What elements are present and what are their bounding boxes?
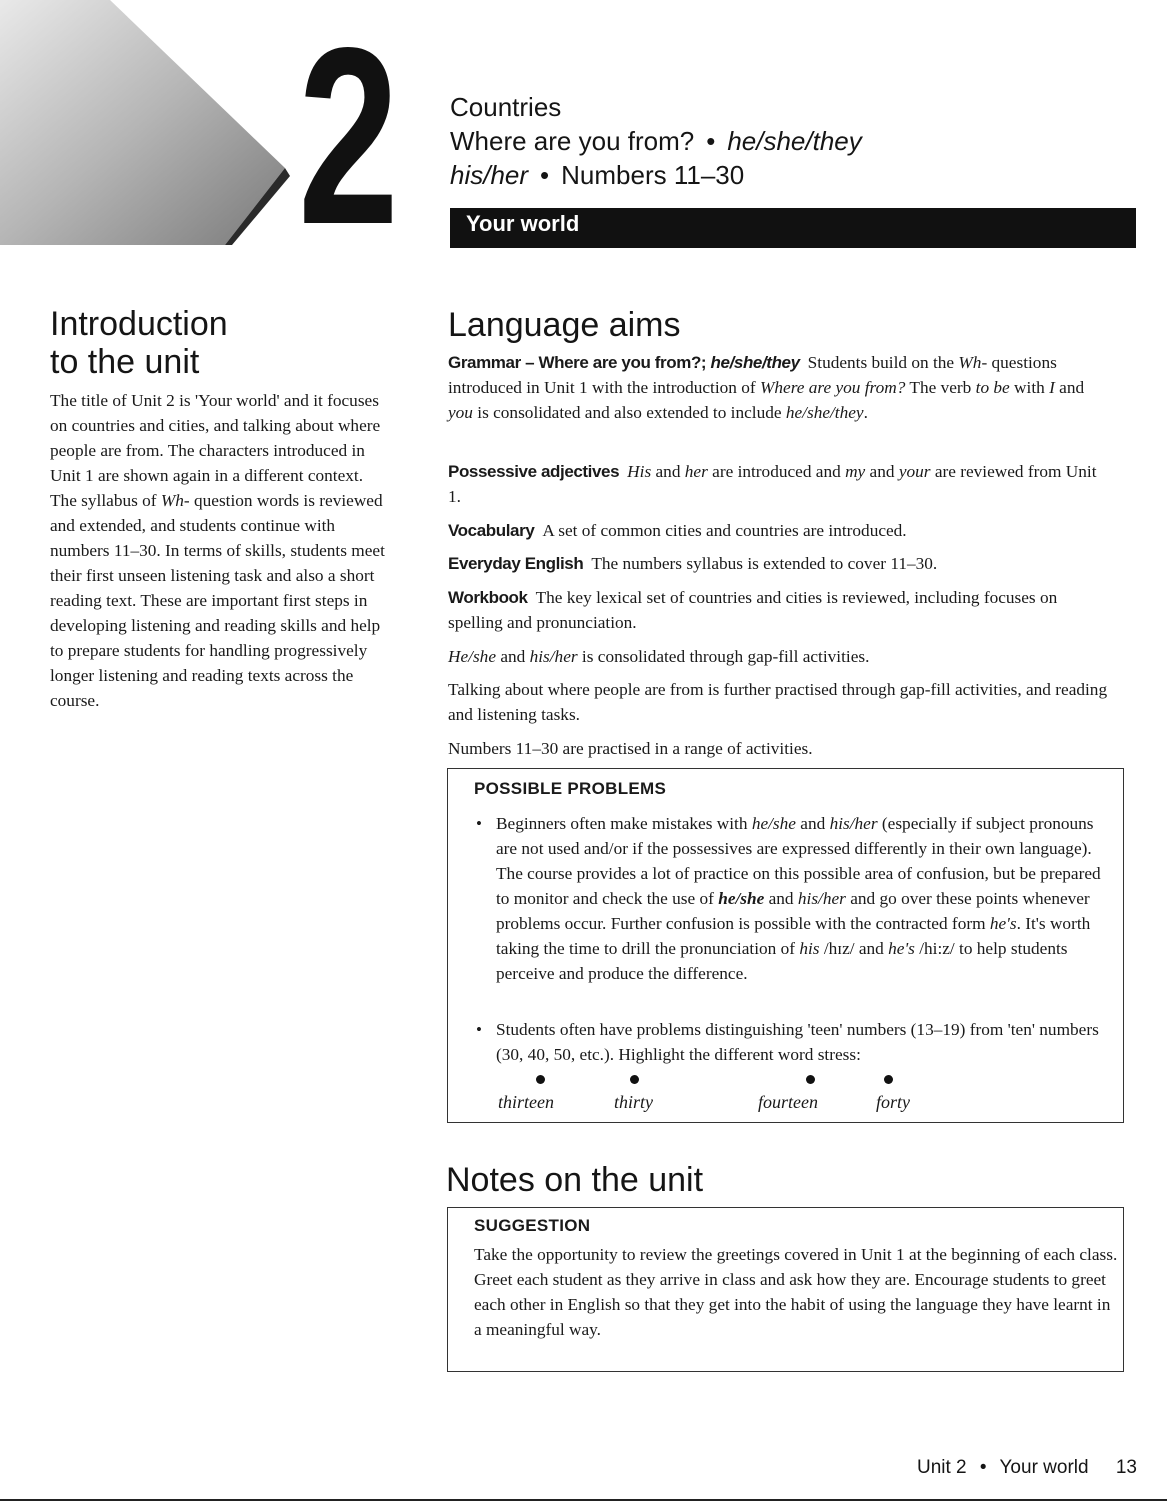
footer-separator: •: [979, 1457, 987, 1478]
unit-title: Your world: [466, 211, 580, 236]
intro-heading-line-1: Introduction: [50, 305, 228, 343]
suggestion-box: [447, 1207, 1124, 1372]
intro-heading: [50, 305, 390, 381]
bullet-icon: •: [476, 1020, 482, 1039]
possible-problems-box: [447, 768, 1124, 1123]
aim-everyday-english: [448, 551, 1108, 576]
workbook-line-4: Numbers 11–30 are practised in a range of activities.: [448, 739, 813, 758]
stress-dot-icon: [630, 1075, 639, 1084]
vocabulary-text: A set of common cities and countries are introduced.: [542, 521, 907, 540]
vocabulary-label: Vocabulary: [448, 521, 535, 540]
intro-text-2: question words is reviewed and extended, and students continue with numbers 11–30. In terms of skills, students meet their first unseen listening task and also a short reading text. These are important first steps in developing listening and reading skills and help to prepare students for handling progressively longer listening and reading texts across the course.: [50, 491, 385, 710]
bottom-rule: [0, 1499, 1167, 1501]
everyday-english-text: The numbers syllabus is extended to cover 11–30.: [591, 554, 938, 573]
intro-body: [50, 388, 390, 713]
unit-title-bar: [450, 208, 1136, 248]
stress-dot-icon: [536, 1075, 545, 1084]
bullet-icon: •: [476, 814, 482, 833]
stress-word-thirty: thirty: [614, 1092, 653, 1112]
topic-numbers: Numbers 11–30: [561, 160, 745, 190]
workbook-label: Workbook: [448, 588, 528, 607]
problem-bullet-2: Students often have problems distinguishing 'teen' numbers (13–19) from 'ten' numbers (30, 40, 50, etc.). Highlight the different word stress:: [496, 1020, 1099, 1064]
intro-heading-line-2: to the unit: [50, 343, 200, 381]
topic-line-3: [450, 158, 744, 192]
problem-bullet-1: Beginners often make mistakes with he/she and his/her (especially if subject pronouns are not used and/or if the possessives are expressed differently in their own language). The course provides a lot of practice on this possible area of confusion, but be prepared to monitor and check the use of he/she and his/her and go over these points whenever problems occur. Further confusion is possible with the contracted form he's. It's worth taking the time to drill the pronunciation of his /hɪz/ and he's /hi:z/ to help students perceive and produce the difference.: [496, 814, 1101, 983]
intro-text-1: The title of Unit 2 is 'Your world' and it focuses on countries and cities, and talking about where people are from. The characters introduced in Unit 1 are shown again in a different context. The syllabus of: [50, 391, 381, 510]
workbook-line-2: He/she and his/her is consolidated through gap-fill activities.: [448, 647, 870, 666]
grammar-label: Grammar – Where are you from?; he/she/they: [448, 353, 800, 372]
notes-heading: Notes on the unit: [446, 1161, 704, 1199]
topic-his-her: his/her: [450, 160, 529, 190]
topic-countries: Countries: [450, 92, 562, 122]
suggestion-heading: SUGGESTION: [474, 1216, 591, 1235]
stress-dot-icon: [884, 1075, 893, 1084]
possible-problems-heading: POSSIBLE PROBLEMS: [474, 779, 667, 798]
page-footer: [917, 1455, 1137, 1481]
aim-vocabulary: [448, 518, 1108, 543]
footer-unit: Unit 2: [916, 1457, 967, 1478]
topic-line-2: [450, 124, 862, 158]
everyday-english-label: Everyday English: [448, 554, 584, 573]
page-number: 13: [1115, 1457, 1137, 1478]
footer-title: Your world: [999, 1457, 1089, 1478]
stress-word-forty: forty: [876, 1092, 910, 1112]
intro-wh: Wh-: [160, 491, 190, 510]
stress-word-fourteen: fourteen: [758, 1092, 818, 1112]
unit-number: 2: [298, 0, 395, 277]
topic-he-she-they: he/she/they: [727, 126, 862, 156]
bullet-separator: •: [540, 160, 550, 190]
workbook-line-3: Talking about where people are from is further practised through gap-fill activities, and reading and listening tasks.: [448, 680, 1108, 724]
aim-possessive: Possessive adjectives His and her are introduced and my and your are reviewed from Unit 1.: [448, 462, 1097, 506]
language-aims-heading: Language aims: [448, 306, 681, 344]
topic-where-from: Where are you from?: [450, 126, 695, 156]
aim-workbook: [448, 585, 1108, 635]
possessive-label: Possessive adjectives: [448, 462, 620, 481]
aim-grammar: Grammar – Where are you from?; he/she/they Students build on the Wh- questions introduced in Unit 1 with the introduction of Where are you from? The verb to be with I and you is consolidated and also extended to include he/she/they.: [448, 353, 1085, 422]
workbook-text: The key lexical set of countries and cities is reviewed, including focuses on spelling and pronunciation.: [448, 588, 1058, 632]
topic-line-1: [450, 90, 561, 124]
unit-arrow-graphic: [0, 0, 290, 245]
stress-word-thirteen: thirteen: [498, 1092, 554, 1112]
suggestion-text: Take the opportunity to review the greetings covered in Unit 1 at the beginning of each class. Greet each student as they arrive in class and ask how they are. Encourage students to greet each other in English so that they get into the habit of using the language they have learnt in a meaningful way.: [474, 1245, 1118, 1339]
stress-dot-icon: [806, 1075, 815, 1084]
bullet-separator: •: [706, 126, 716, 156]
